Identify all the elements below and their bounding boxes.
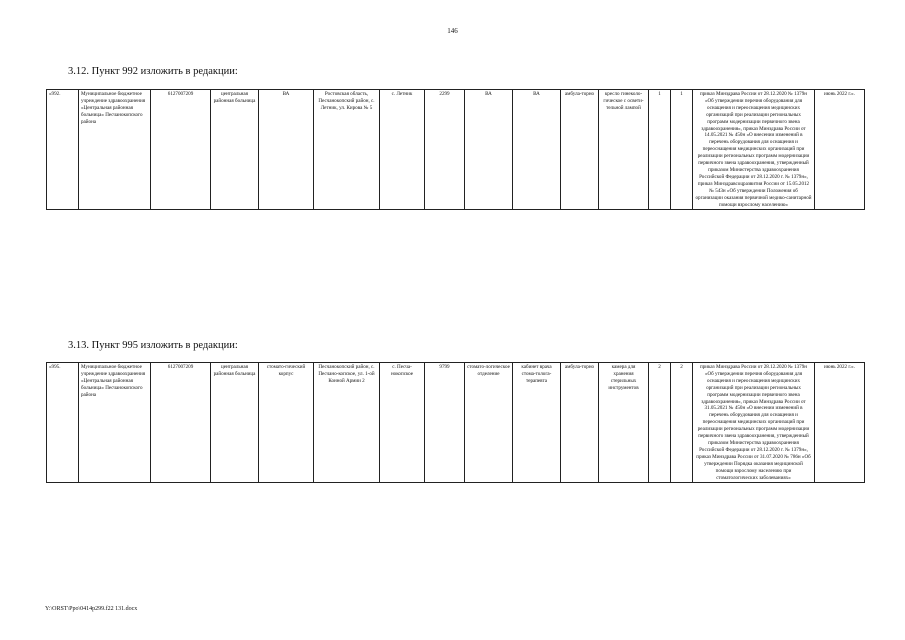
cell-term: июнь 2022 г.». bbox=[815, 363, 865, 483]
cell-number: «995. bbox=[47, 363, 79, 483]
table-item-992 bbox=[46, 89, 865, 210]
table-row bbox=[47, 90, 865, 210]
table-row bbox=[47, 363, 865, 483]
cell-unit: амбула-торно bbox=[561, 363, 599, 483]
cell-equipment: камера для хранения стерильных инструментов bbox=[599, 363, 649, 483]
cell-type: центральная районная больница bbox=[211, 90, 259, 210]
page-number: 146 bbox=[447, 27, 458, 35]
cell-c: кабинет врача стома-толога-терапевта bbox=[513, 363, 561, 483]
cell-unit: амбула-торно bbox=[561, 90, 599, 210]
file-path-footer: Y:\ORST\Ppo\0414p299.f22 131.docx bbox=[45, 606, 138, 612]
cell-inn: 6127007209 bbox=[151, 363, 211, 483]
cell-equipment: кресло гинеколо-гическое с освети-тельной лампой bbox=[599, 90, 649, 210]
cell-basis: приказ Минздрава России от 28.12.2020 № 1379н «Об утверждении перечня оборудования для оснащения и переоснащения медицинских организаций при реализации региональных программ модернизации первичного звена здравоохранения», приказ Минздрава России от 14.05.2021 № 450н «О внесении изменений в перечень оборудования для оснащения и переоснащения медицинских организаций при реализации региональных программ модернизации первичного звена здравоохранения, утвержденный приказом Министерства здравоохранения Российской Федерации от 28.12.2020 г. № 1379н», приказ Минздравсоцразвития России от 15.05.2012 № 543н «Об утверждении Положения об организации оказания первичной медико-санитарной помощи взрослому населению» bbox=[693, 90, 815, 210]
cell-b: ВА bbox=[465, 90, 513, 210]
cell-basis: приказ Минздрава России от 28.12.2020 № 1379н «Об утверждении перечня оборудования для оснащения и переоснащения медицинских организаций при реализации региональных программ модернизации первичного звена здравоохранения», приказ Минздрава России от 31.05.2021 № 450н «О внесении изменений в перечень оборудования для оснащения и переоснащения медицинских организаций при реализации региональных программ модернизации первичного звена здравоохранения, утвержденный приказом Министерства здравоохранения Российской Федерации от 28.12.2020 г. № 1379н», приказ Минздрава России от 31.07.2020 № 786н «Об утверждении Порядка оказания медицинской помощи взрослому населению при стоматологических заболеваниях» bbox=[693, 363, 815, 483]
cell-b: стомато-логическое отделение bbox=[465, 363, 513, 483]
section-heading-995: 3.13. Пункт 995 изложить в редакции: bbox=[68, 340, 238, 351]
table-item-995 bbox=[46, 362, 865, 483]
cell-a: ВА bbox=[259, 90, 314, 210]
cell-qty2: 2 bbox=[671, 363, 693, 483]
cell-qty2: 1 bbox=[671, 90, 693, 210]
cell-inn: 6127007209 bbox=[151, 90, 211, 210]
cell-address: Песчанокопский район, с. Песчано-копское, ул. 1-ой Конной Армии 2 bbox=[314, 363, 380, 483]
cell-code: 2299 bbox=[425, 90, 465, 210]
cell-address: Ростовская область, Песчанокопский район, с. Летник, ул. Кирова № 5 bbox=[314, 90, 380, 210]
cell-locality: с. Летник bbox=[380, 90, 425, 210]
cell-organization: Муниципальное бюджетное учреждение здравоохранения «Центральная районная больница» Песчанокопского района bbox=[79, 363, 151, 483]
cell-number: «992. bbox=[47, 90, 79, 210]
cell-term: июнь 2022 г.». bbox=[815, 90, 865, 210]
cell-code: 9799 bbox=[425, 363, 465, 483]
cell-c: ВА bbox=[513, 90, 561, 210]
cell-type: центральная районная больница bbox=[211, 363, 259, 483]
cell-a: стомато-гический корпус bbox=[259, 363, 314, 483]
section-heading-992: 3.12. Пункт 992 изложить в редакции: bbox=[68, 66, 238, 77]
cell-qty1: 2 bbox=[649, 363, 671, 483]
cell-qty1: 1 bbox=[649, 90, 671, 210]
cell-organization: Муниципальное бюджетное учреждение здравоохранения «Центральная районная больница» Песчанокопского района bbox=[79, 90, 151, 210]
cell-locality: с. Песча-нокопское bbox=[380, 363, 425, 483]
